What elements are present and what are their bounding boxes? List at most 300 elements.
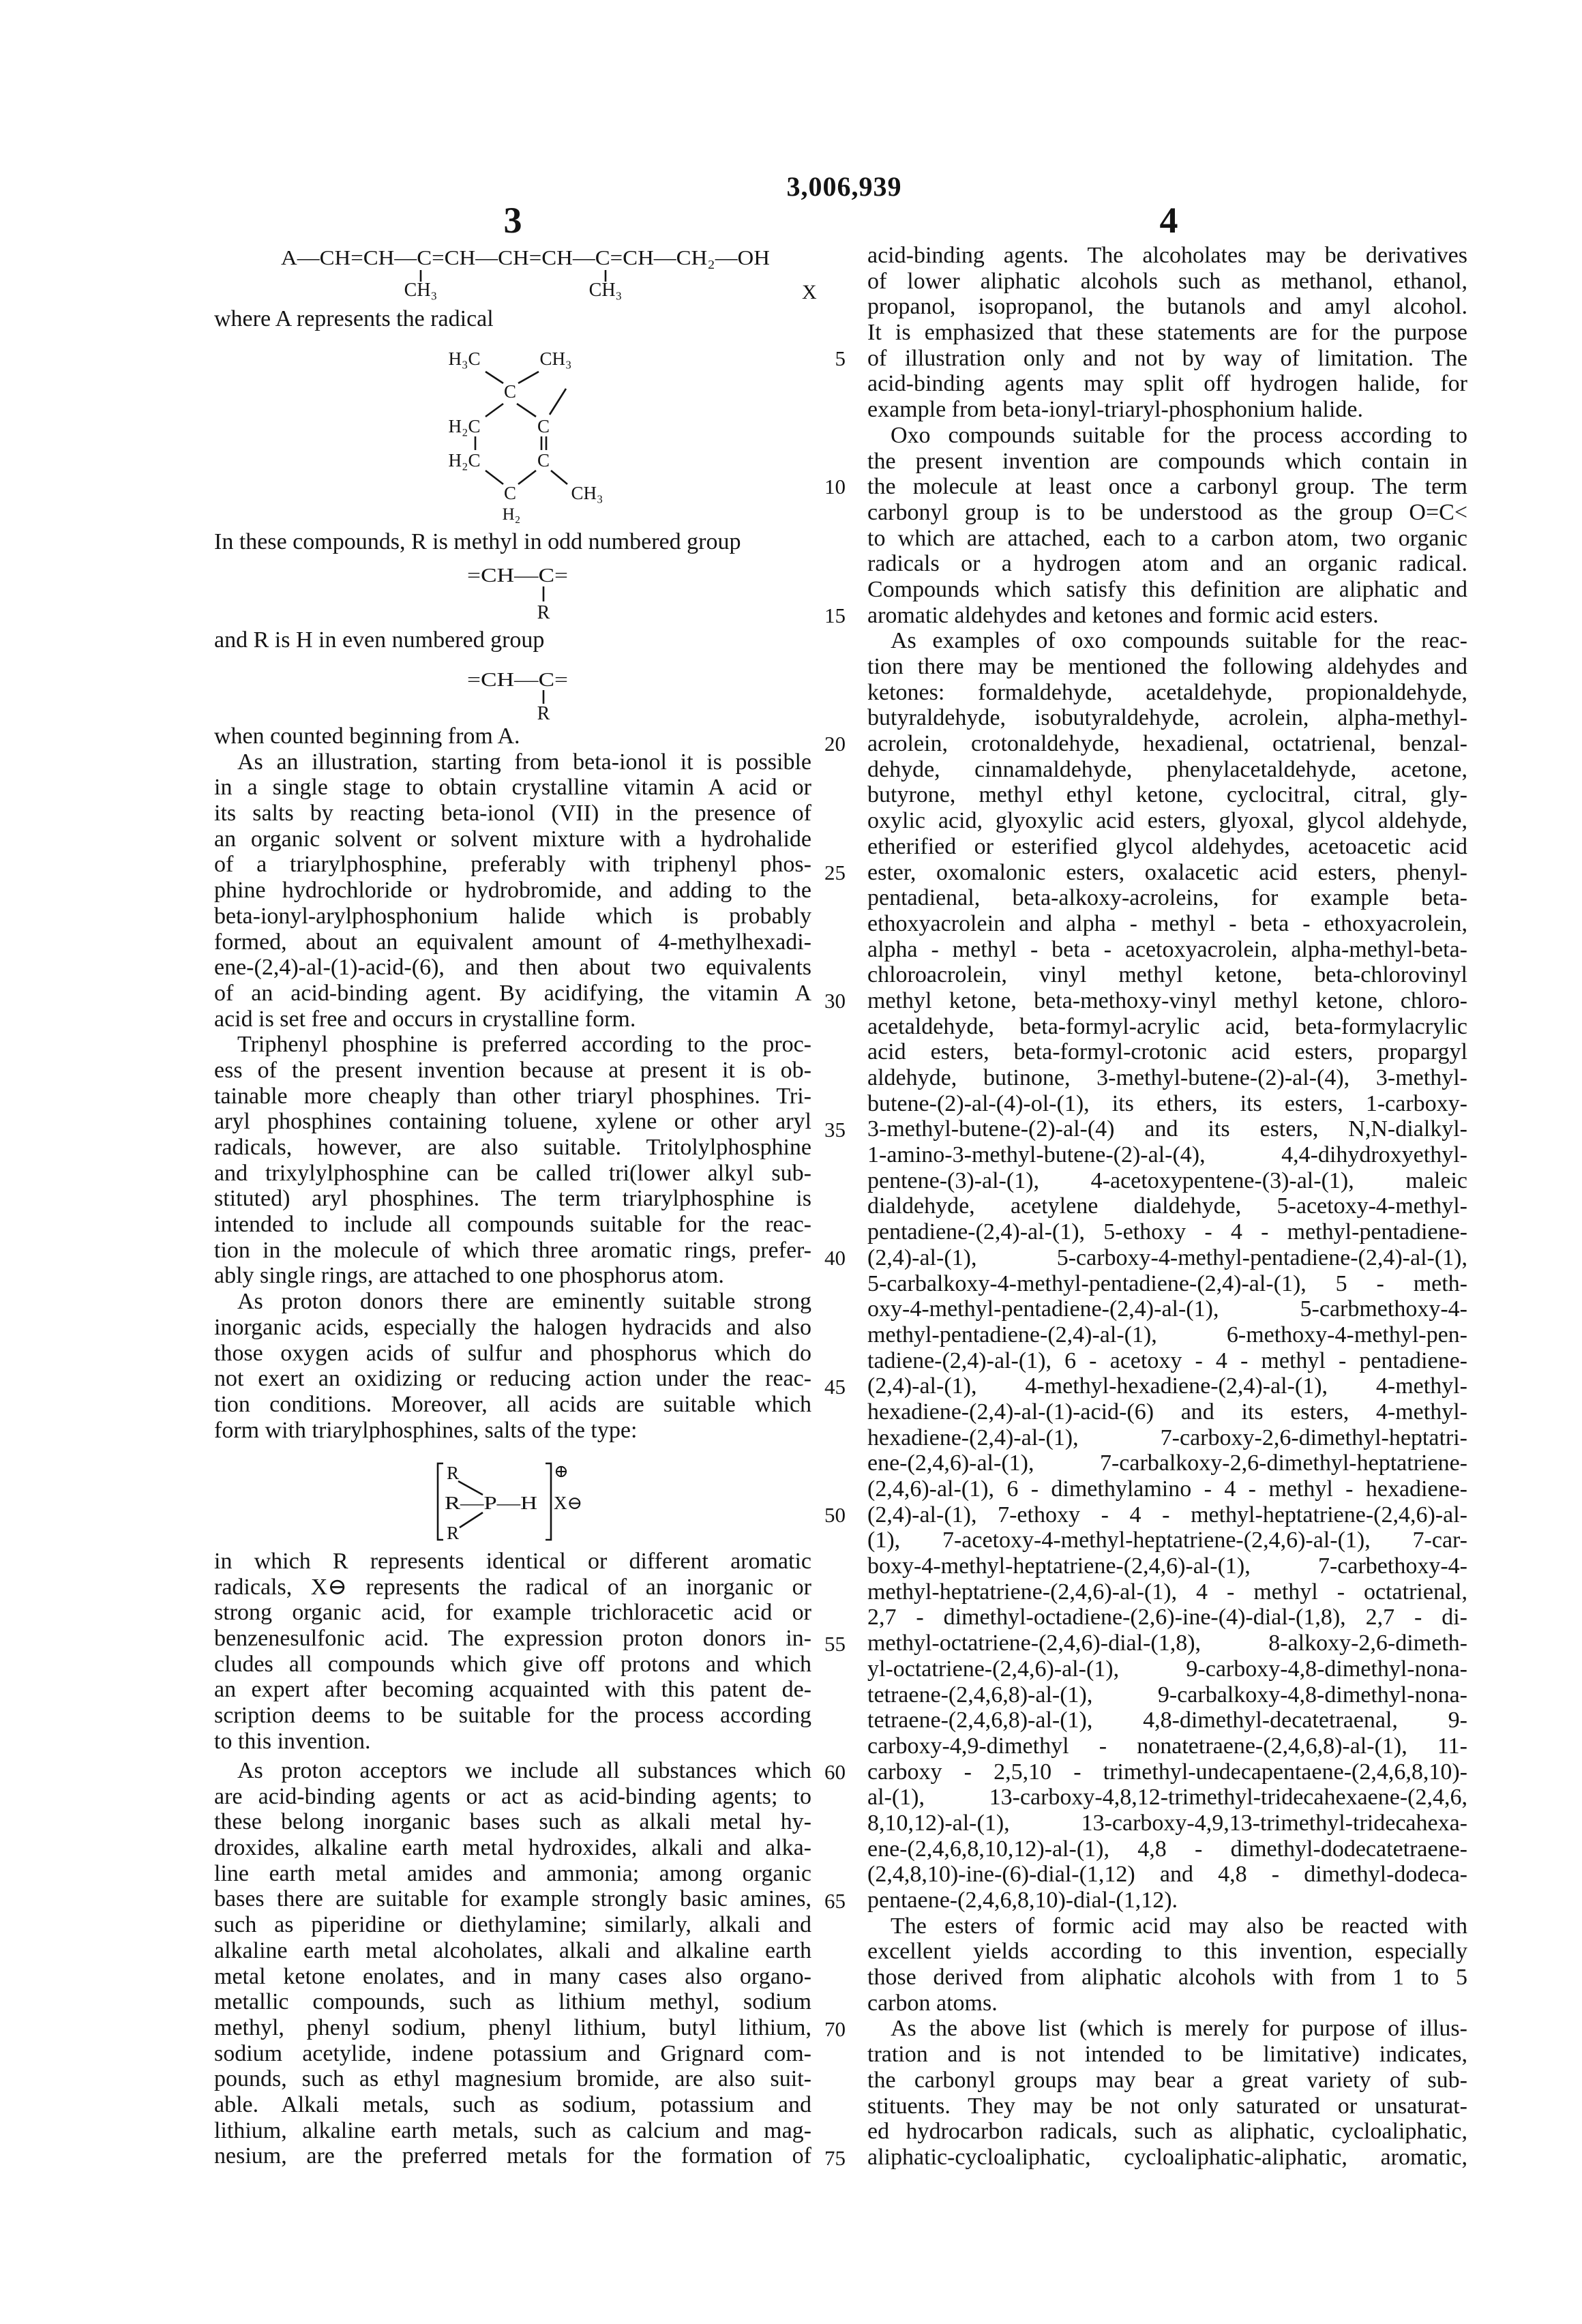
text-line-content: pentadiene-(2,4)-al-(1), 5-ethoxy - 4 - methyl-pentadiene-	[867, 1219, 1467, 1245]
text-line	[867, 782, 1467, 808]
text-line-content: beta-ionyl-arylphosphonium halide which is probably	[214, 904, 811, 929]
left-column-text-1	[214, 724, 811, 1443]
text-line	[867, 1528, 1467, 1553]
text-line	[867, 500, 1467, 526]
text-line	[867, 371, 1467, 397]
text-line	[867, 1373, 1467, 1399]
text-line	[214, 1007, 811, 1032]
text-line-content: to which are attached, each to a carbon atom, two organic	[867, 526, 1467, 551]
text-line	[867, 1039, 1467, 1065]
text-line-content: an organic solvent or solvent mixture with a hydrohalide	[214, 826, 811, 852]
text-line-content: butyrone, methyl ethyl ketone, cyclocitral, citral, gly-	[867, 782, 1467, 807]
ring-label: H₂C	[449, 416, 481, 436]
text-line-content: hexadiene-(2,4)-al-(1)-acid-(6) and its esters, 4-methyl-	[867, 1399, 1467, 1425]
text-line-content: pentaene-(2,4,6,8,10)-dial-(1,12).	[867, 1888, 1178, 1913]
text-line	[214, 1652, 811, 1678]
text-line	[867, 346, 1467, 372]
text-line-content: carboxy - 2,5,10 - trimethyl-undecapentaene-(2,4,6,8,10)-	[867, 1759, 1467, 1785]
text-line-content: tion in the molecule of which three aromatic rings, prefer-	[214, 1238, 811, 1263]
text-line	[867, 1348, 1467, 1374]
text-line-content: benzenesulfonic acid. The expression proton donors in-	[214, 1626, 811, 1651]
text-line	[867, 1939, 1467, 1965]
text-line	[214, 1600, 811, 1626]
text-line	[867, 2042, 1467, 2068]
text-line-content: As the above list (which is merely for purpose of illus-	[891, 2016, 1467, 2041]
polyene-chain-formula	[281, 245, 817, 303]
text-line	[867, 834, 1467, 860]
text-line	[214, 1263, 811, 1289]
text-line-content: dehyde, cinnamaldehyde, phenylacetaldehyde, acetone,	[867, 757, 1467, 782]
text-line-content: tetraene-(2,4,6,8)-al-(1), 9-carbalkoxy-4,8-dimethyl-nona-	[867, 1682, 1467, 1708]
text-line-content: ester, oxomalonic esters, oxalacetic acid esters, phenyl-	[867, 860, 1467, 885]
text-line-content: acid esters, beta-formyl-crotonic acid esters, propargyl	[867, 1039, 1467, 1064]
text-line	[214, 904, 811, 929]
text-line-content: ethoxyacrolein and alpha - methyl - beta - ethoxyacrolein,	[867, 911, 1467, 936]
text-line-content: these belong inorganic bases such as alkali metal hy-	[214, 1809, 811, 1834]
text-line-content: aliphatic-cycloaliphatic, cycloaliphatic-aliphatic, aromatic,	[867, 2145, 1467, 2170]
text-line	[867, 1399, 1467, 1425]
text-line-content: bases there are suitable for example strongly basic amines,	[214, 1886, 811, 1911]
text-line	[867, 962, 1467, 988]
text-line-content: 2,7 - dimethyl-octadiene-(2,6)-ine-(4)-dial-(1,8), 2,7 - di-	[867, 1605, 1467, 1630]
text-line	[867, 269, 1467, 295]
text-line-content: example from beta-ionyl-triaryl-phosphonium halide.	[867, 397, 1363, 422]
ring-label: H₂	[503, 505, 521, 524]
text-line-content: As proton donors there are eminently suitable strong	[237, 1289, 811, 1314]
text-line-content: As proton acceptors we include all substances which	[237, 1758, 811, 1783]
text-line	[214, 775, 811, 801]
odd-group-formula	[467, 565, 568, 623]
text-line	[867, 1425, 1467, 1451]
text-line	[867, 1656, 1467, 1682]
line-number: 55	[816, 1631, 846, 1657]
text-line	[867, 1142, 1467, 1168]
text-line-content: methyl ketone, beta-methoxy-vinyl methyl ketone, chloro-	[867, 988, 1467, 1013]
text-line-content: droxides, alkaline earth metal hydroxides, alkali and alka-	[214, 1835, 811, 1860]
text-line-content: aldehyde, butinone, 3-methyl-butene-(2)-al-(4), 3-methyl-	[867, 1065, 1467, 1090]
text-line-content: radicals, X⊖ represents the radical of an inorganic or	[214, 1575, 811, 1600]
text-line-content: its salts by reacting beta-ionol (VII) in the presence of	[214, 801, 811, 826]
ring-label: CH₃	[540, 348, 572, 369]
salt-anion: X⊖	[554, 1493, 582, 1513]
text-line-content: stituents. They may be not only saturated or unsaturat-	[867, 2094, 1467, 2119]
text-line	[867, 1811, 1467, 1836]
text-line	[214, 1964, 811, 1990]
ring-label: C	[537, 450, 550, 471]
text-line-content: inorganic acids, especially the halogen hydracids and also	[214, 1315, 811, 1340]
text-line	[214, 929, 811, 955]
text-line	[867, 757, 1467, 783]
line-number: 30	[816, 988, 846, 1014]
text-line-content: As examples of oxo compounds suitable for the reac-	[891, 628, 1467, 653]
ring-label: C	[537, 416, 550, 436]
text-line	[867, 1759, 1467, 1785]
text-line-content: methyl-pentadiene-(2,4)-al-(1), 6-methoxy-4-methyl-pen-	[867, 1322, 1467, 1347]
text-line	[867, 1219, 1467, 1245]
ring-label: CH₃	[571, 483, 603, 503]
text-line-content: acid-binding agents. The alcoholates may be derivatives	[867, 243, 1467, 268]
text-line	[214, 1341, 811, 1367]
text-line	[214, 749, 811, 775]
text-line	[867, 2016, 1467, 2042]
text-line	[214, 1315, 811, 1341]
text-line-content: yl-octatriene-(2,4,6)-al-(1), 9-carboxy-4,8-dimethyl-nona-	[867, 1656, 1467, 1682]
text-line	[214, 2066, 811, 2092]
text-line-content: metallic compounds, such as lithium methyl, sodium	[214, 1989, 811, 2014]
text-line-content: when counted beginning from A.	[214, 724, 520, 749]
text-line	[867, 2094, 1467, 2119]
text-line	[214, 1835, 811, 1861]
text-line	[867, 526, 1467, 552]
salt-r-p-h: R—P—H	[445, 1493, 537, 1513]
line-number: 65	[816, 1888, 846, 1914]
column-number-right: 4	[1141, 199, 1196, 241]
text-line	[214, 1366, 811, 1392]
line-number: 50	[816, 1502, 846, 1528]
text-line-content: As an illustration, starting from beta-ionol it is possible	[237, 749, 811, 775]
text-line	[867, 1502, 1467, 1528]
text-line-content: ed hydrocarbon radicals, such as aliphatic, cycloaliphatic,	[867, 2119, 1467, 2144]
line-number: 70	[816, 2016, 846, 2042]
line-number: 5	[816, 346, 846, 372]
text-line-content: the carbonyl groups may bear a great variety of sub-	[867, 2068, 1467, 2093]
text-line	[214, 1549, 811, 1575]
text-line	[867, 911, 1467, 937]
line-number: 10	[816, 474, 846, 500]
text-line-content: form with triarylphosphines, salts of the type:	[214, 1418, 637, 1443]
text-line-content: etherified or esterified glycol aldehydes, acetoacetic acid	[867, 834, 1467, 859]
text-line	[214, 1135, 811, 1161]
text-line-content: dialdehyde, acetylene dialdehyde, 5-acetoxy-4-methyl-	[867, 1193, 1467, 1219]
text-line-content: 8,10,12)-al-(1), 13-carboxy-4,9,13-trimethyl-tridecahexa-	[867, 1811, 1467, 1836]
line-number: 40	[816, 1245, 846, 1271]
text-line	[867, 1913, 1467, 1939]
text-line-content: al-(1), 13-carboxy-4,8,12-trimethyl-tridecahexaene-(2,4,6,	[867, 1785, 1467, 1810]
text-line-content: tration and is not intended to be limitative) indicates,	[867, 2042, 1467, 2067]
text-line-content: acetaldehyde, beta-formyl-acrylic acid, beta-formylacrylic	[867, 1014, 1467, 1039]
text-line-content: the present invention are compounds which contain in	[867, 449, 1467, 474]
text-line	[867, 551, 1467, 577]
group-r: R	[537, 602, 550, 623]
text-line-content: those derived from aliphatic alcohols with from 1 to 5	[867, 1965, 1467, 1990]
text-line	[867, 860, 1467, 886]
text-line-content: butene-(2)-al-(4)-ol-(1), its ethers, its esters, 1-carboxy-	[867, 1091, 1467, 1116]
text-line	[214, 1161, 811, 1187]
text-line-content: stituted) aryl phosphines. The term triarylphosphine is	[214, 1186, 811, 1211]
text-line-content: pentadienal, beta-alkoxy-acroleins, for example beta-	[867, 885, 1467, 910]
text-line	[867, 449, 1467, 475]
text-line	[214, 852, 811, 878]
cyclohexene-ring-formula	[449, 348, 603, 524]
text-line-content: formed, about an equivalent amount of 4-methylhexadi-	[214, 929, 811, 955]
formula-label-x: X	[802, 281, 817, 303]
patent-page	[0, 0, 1582, 2324]
text-line-content: tadiene-(2,4)-al-(1), 6 - acetoxy - 4 - methyl - pentadiene-	[867, 1348, 1467, 1373]
text-line-content: methyl, phenyl sodium, phenyl lithium, butyl lithium,	[214, 2015, 811, 2040]
salt-r-bottom: R	[447, 1523, 459, 1543]
text-line	[867, 1271, 1467, 1297]
text-line	[214, 1938, 811, 1964]
text-line	[214, 826, 811, 852]
text-line-content: It is emphasized that these statements are for the purpose	[867, 320, 1467, 345]
text-line-content: (2,4)-al-(1), 4-methyl-hexadiene-(2,4)-al-(1), 4-methyl-	[867, 1373, 1467, 1399]
text-line	[867, 1682, 1467, 1708]
text-line	[867, 2068, 1467, 2094]
text-line-content: (2,4)-al-(1), 5-carboxy-4-methyl-pentadiene-(2,4)-al-(1),	[867, 1245, 1467, 1270]
text-line	[867, 731, 1467, 757]
salt-r-top: R	[447, 1463, 459, 1483]
text-line	[867, 937, 1467, 963]
text-line	[214, 801, 811, 826]
line-number: 25	[816, 860, 846, 886]
text-line-content: aromatic aldehydes and ketones and formic acid esters.	[867, 603, 1379, 628]
text-line-content: of lower aliphatic alcohols such as methanol, ethanol,	[867, 269, 1467, 294]
left-column-text-3	[214, 1758, 811, 2169]
text-line-content: of an acid-binding agent. By acidifying, the vitamin A	[214, 981, 811, 1006]
text-line-content: metal ketone enolates, and in many cases also organo-	[214, 1964, 811, 1989]
text-line	[214, 1784, 811, 1810]
text-line	[867, 294, 1467, 320]
text-line	[214, 1677, 811, 1703]
text-line-content: oxy-4-methyl-pentadiene-(2,4)-al-(1), 5-carbmethoxy-4-	[867, 1296, 1467, 1322]
text-line-content: (2,4,6)-al-(1), 6 - dimethylamino - 4 - methyl - hexadiene-	[867, 1476, 1467, 1502]
ring-label: H₂C	[449, 450, 481, 471]
where-a-text: where A represents the radical	[214, 306, 494, 332]
line-number: 75	[816, 2145, 846, 2171]
text-line-content: chloroacrolein, vinyl methyl ketone, beta-chlorovinyl	[867, 962, 1467, 987]
text-line	[867, 2119, 1467, 2145]
text-line	[214, 2143, 811, 2169]
text-line-content: line earth metal amides and ammonia; among organic	[214, 1861, 811, 1886]
left-column-text-2	[214, 1549, 811, 1755]
text-line-content: ene-(2,4,6)-al-(1), 7-carbalkoxy-2,6-dimethyl-heptatriene-	[867, 1450, 1467, 1476]
text-line-content: acid-binding agents may split off hydrogen halide, for	[867, 371, 1467, 396]
text-line	[867, 1168, 1467, 1194]
text-line-content: butyraldehyde, isobutyraldehyde, acrolein, alpha-methyl-	[867, 705, 1467, 730]
group-chain: =CH—C=	[467, 565, 568, 586]
text-line-content: are acid-binding agents or act as acid-binding agents; to	[214, 1784, 811, 1809]
text-line-content: ably single rings, are attached to one phosphorus atom.	[214, 1263, 724, 1288]
text-line	[214, 981, 811, 1007]
text-line-content: excellent yields according to this invention, especially	[867, 1939, 1467, 1964]
text-line	[214, 1392, 811, 1418]
line-number: 15	[816, 603, 846, 629]
text-line	[867, 654, 1467, 680]
text-line-content: ene-(2,4)-al-(1)-acid-(6), and then about two equivalents	[214, 955, 811, 980]
even-group-text: and R is H in even numbered group	[214, 627, 544, 653]
text-line-content: alkaline earth metal alcoholates, alkali and alkaline earth	[214, 1938, 811, 1963]
text-line	[867, 680, 1467, 706]
ring-label: C	[504, 381, 516, 402]
text-line-content: carbonyl group is to be understood as the group O=C<	[867, 500, 1467, 525]
text-line	[867, 808, 1467, 834]
text-line	[867, 1785, 1467, 1811]
text-line	[867, 1091, 1467, 1117]
text-line-content: tion conditions. Moreover, all acids are suitable which	[214, 1392, 811, 1417]
text-line	[214, 724, 811, 749]
text-line	[867, 1450, 1467, 1476]
text-line	[867, 2145, 1467, 2171]
text-line-content: lithium, alkaline earth metals, such as calcium and mag-	[214, 2118, 811, 2143]
text-line	[214, 1186, 811, 1212]
text-line-content: ess of the present invention because at present it is ob-	[214, 1058, 811, 1083]
text-line	[214, 1989, 811, 2015]
text-line	[867, 577, 1467, 603]
text-line-content: to this invention.	[214, 1729, 371, 1754]
text-line-content: nesium, are the preferred metals for the formation of	[214, 2143, 811, 2169]
text-line-content: (2,4)-al-(1), 7-ethoxy - 4 - methyl-heptatriene-(2,4,6)-al-	[867, 1502, 1467, 1528]
text-line-content: Compounds which satisfy this definition are aliphatic and	[867, 577, 1467, 602]
text-line	[867, 1991, 1467, 2016]
text-line-content: able. Alkali metals, such as sodium, potassium and	[214, 2092, 811, 2117]
positive-charge-symbol: ⊕	[554, 1461, 569, 1481]
text-line	[867, 423, 1467, 449]
line-number: 20	[816, 731, 846, 757]
text-line-content: radicals, however, are also suitable. Tritolylphosphine	[214, 1135, 811, 1160]
odd-group-text: In these compounds, R is methyl in odd numbered group	[214, 529, 741, 555]
text-line-content: the molecule at least once a carbonyl group. The term	[867, 474, 1467, 499]
text-line	[867, 397, 1467, 423]
text-line-content: carboxy-4,9-dimethyl - nonatetraene-(2,4,6,8)-al-(1), 11-	[867, 1733, 1467, 1759]
text-line-content: strong organic acid, for example trichloracetic acid or	[214, 1600, 811, 1625]
text-line-content: in a single stage to obtain crystalline vitamin A acid or	[214, 775, 811, 800]
text-line-content: alpha - methyl - beta - acetoxyacrolein, alpha-methyl-beta-	[867, 937, 1467, 962]
text-line	[214, 1626, 811, 1652]
text-line	[867, 1476, 1467, 1502]
text-line	[214, 1418, 811, 1444]
text-line-content: boxy-4-methyl-heptatriene-(2,4,6)-al-(1), 7-carbethoxy-4-	[867, 1553, 1467, 1579]
text-line	[867, 1065, 1467, 1091]
line-number: 60	[816, 1759, 846, 1785]
text-line	[867, 1245, 1467, 1271]
text-line-content: scription deems to be suitable for the process according	[214, 1703, 811, 1728]
text-line	[867, 474, 1467, 500]
text-line-content: acrolein, crotonaldehyde, hexadienal, octatrienal, benzal-	[867, 731, 1467, 756]
text-line	[214, 1703, 811, 1729]
text-line-content: propanol, isopropanol, the butanols and amyl alcohol.	[867, 294, 1467, 319]
text-line-content: intended to include all compounds suitable for the reac-	[214, 1212, 811, 1237]
text-line	[867, 885, 1467, 911]
text-line	[214, 2015, 811, 2041]
text-line	[214, 1212, 811, 1238]
text-line-content: (2,4,8,10)-ine-(6)-dial-(1,12) and 4,8 - dimethyl-dodeca-	[867, 1862, 1467, 1887]
text-line	[214, 1861, 811, 1887]
text-line-content: aryl phosphines containing toluene, xylene or other aryl	[214, 1109, 811, 1134]
text-line	[867, 1733, 1467, 1759]
even-group-formula	[467, 670, 568, 724]
text-line-content: tetraene-(2,4,6,8)-al-(1), 4,8-dimethyl-decatetraenal, 9-	[867, 1708, 1467, 1733]
text-line-content: pounds, such as ethyl magnesium bromide, are also suit-	[214, 2066, 811, 2091]
chain-formula-text: A—CH=CH—C=CH—CH=CH—C=CH—CH₂—OH	[281, 245, 770, 269]
text-line	[867, 1605, 1467, 1630]
text-line	[867, 320, 1467, 346]
text-line-content: methyl-octatriene-(2,4,6)-dial-(1,8), 8-alkoxy-2,6-dimeth-	[867, 1630, 1467, 1656]
text-line-content: acid is set free and occurs in crystalline form.	[214, 1007, 636, 1032]
text-line-content: an expert after becoming acquainted with this patent de-	[214, 1677, 811, 1702]
text-line	[214, 2118, 811, 2144]
methyl-substituent: CH₃	[589, 280, 623, 301]
text-line-content: and trixylylphosphine can be called tri(lower alkyl sub-	[214, 1161, 811, 1186]
text-line	[214, 1758, 811, 1784]
column-number-left: 3	[486, 199, 540, 241]
text-line-content: methyl-heptatriene-(2,4,6)-al-(1), 4 - methyl - octatrienal,	[867, 1579, 1467, 1605]
text-line-content: sodium acetylide, indene potassium and Grignard com-	[214, 2041, 811, 2066]
right-column-text	[867, 243, 1467, 2171]
text-line	[214, 1729, 811, 1755]
group-chain: =CH—C=	[467, 670, 568, 691]
text-line	[867, 1708, 1467, 1733]
text-line-content: in which R represents identical or different aromatic	[214, 1549, 811, 1574]
text-line	[214, 1058, 811, 1084]
text-line	[214, 1084, 811, 1109]
text-line	[867, 1836, 1467, 1862]
text-line	[214, 1575, 811, 1600]
text-line	[867, 603, 1467, 629]
text-line-content: of a triarylphosphine, preferably with triphenyl phos-	[214, 852, 811, 877]
text-line	[214, 955, 811, 981]
text-line	[214, 2092, 811, 2118]
text-line	[214, 1912, 811, 1938]
text-line	[214, 1032, 811, 1058]
text-line-content: tion there may be mentioned the following aldehydes and	[867, 654, 1467, 679]
text-line	[867, 705, 1467, 731]
text-line-content: Oxo compounds suitable for the process according to	[891, 423, 1467, 448]
text-line-content: not exert an oxidizing or reducing action under the reac-	[214, 1366, 811, 1391]
text-line-content: of illustration only and not by way of limitation. The	[867, 346, 1467, 371]
group-r: R	[537, 703, 550, 724]
methyl-substituent: CH₃	[404, 280, 438, 301]
text-line-content: 1-amino-3-methyl-butene-(2)-al-(4), 4,4-dihydroxyethyl-	[867, 1142, 1467, 1167]
ring-label: H₃C	[449, 348, 481, 369]
text-line	[867, 1888, 1467, 1913]
text-line-content: 5-carbalkoxy-4-methyl-pentadiene-(2,4)-al-(1), 5 - meth-	[867, 1271, 1467, 1296]
text-line-content: ketones: formaldehyde, acetaldehyde, propionaldehyde,	[867, 680, 1467, 705]
text-line	[867, 1965, 1467, 1991]
text-line	[214, 1886, 811, 1912]
text-line	[867, 1193, 1467, 1219]
text-line	[214, 1109, 811, 1135]
text-line	[867, 1862, 1467, 1888]
text-line-content: carbon atoms.	[867, 1991, 998, 2016]
text-line	[867, 1553, 1467, 1579]
line-number: 35	[816, 1117, 846, 1143]
line-number: 45	[816, 1374, 846, 1400]
text-line-content: radicals or a hydrogen atom and an organic radical.	[867, 551, 1467, 576]
text-line-content: 3-methyl-butene-(2)-al-(4) and its esters, N,N-dialkyl-	[867, 1116, 1467, 1142]
text-line-content: pentene-(3)-al-(1), 4-acetoxypentene-(3)-al-(1), maleic	[867, 1168, 1467, 1193]
text-line	[214, 2041, 811, 2067]
text-line	[214, 1809, 811, 1835]
text-line	[867, 243, 1467, 269]
text-line	[867, 628, 1467, 654]
ring-label: C	[504, 483, 516, 503]
text-line	[867, 1296, 1467, 1322]
text-line-content: such as piperidine or diethylamine; similarly, alkali and	[214, 1912, 811, 1937]
text-line-content: those oxygen acids of sulfur and phosphorus which do	[214, 1341, 811, 1366]
phosphonium-salt-formula	[438, 1461, 582, 1543]
text-line	[214, 1238, 811, 1264]
text-line-content: Triphenyl phosphine is preferred according to the proc-	[237, 1032, 811, 1057]
text-line	[867, 1579, 1467, 1605]
text-line	[867, 1014, 1467, 1040]
text-line	[867, 1630, 1467, 1656]
text-line-content: oxylic acid, glyoxylic acid esters, glyoxal, glycol aldehyde,	[867, 808, 1467, 833]
text-line	[867, 988, 1467, 1014]
text-line-content: tainable more cheaply than other triaryl phosphines. Tri-	[214, 1084, 811, 1109]
text-line-content: cludes all compounds which give off protons and which	[214, 1652, 811, 1677]
patent-number: 3,006,939	[742, 170, 946, 203]
text-line-content: The esters of formic acid may also be reacted with	[891, 1913, 1467, 1939]
